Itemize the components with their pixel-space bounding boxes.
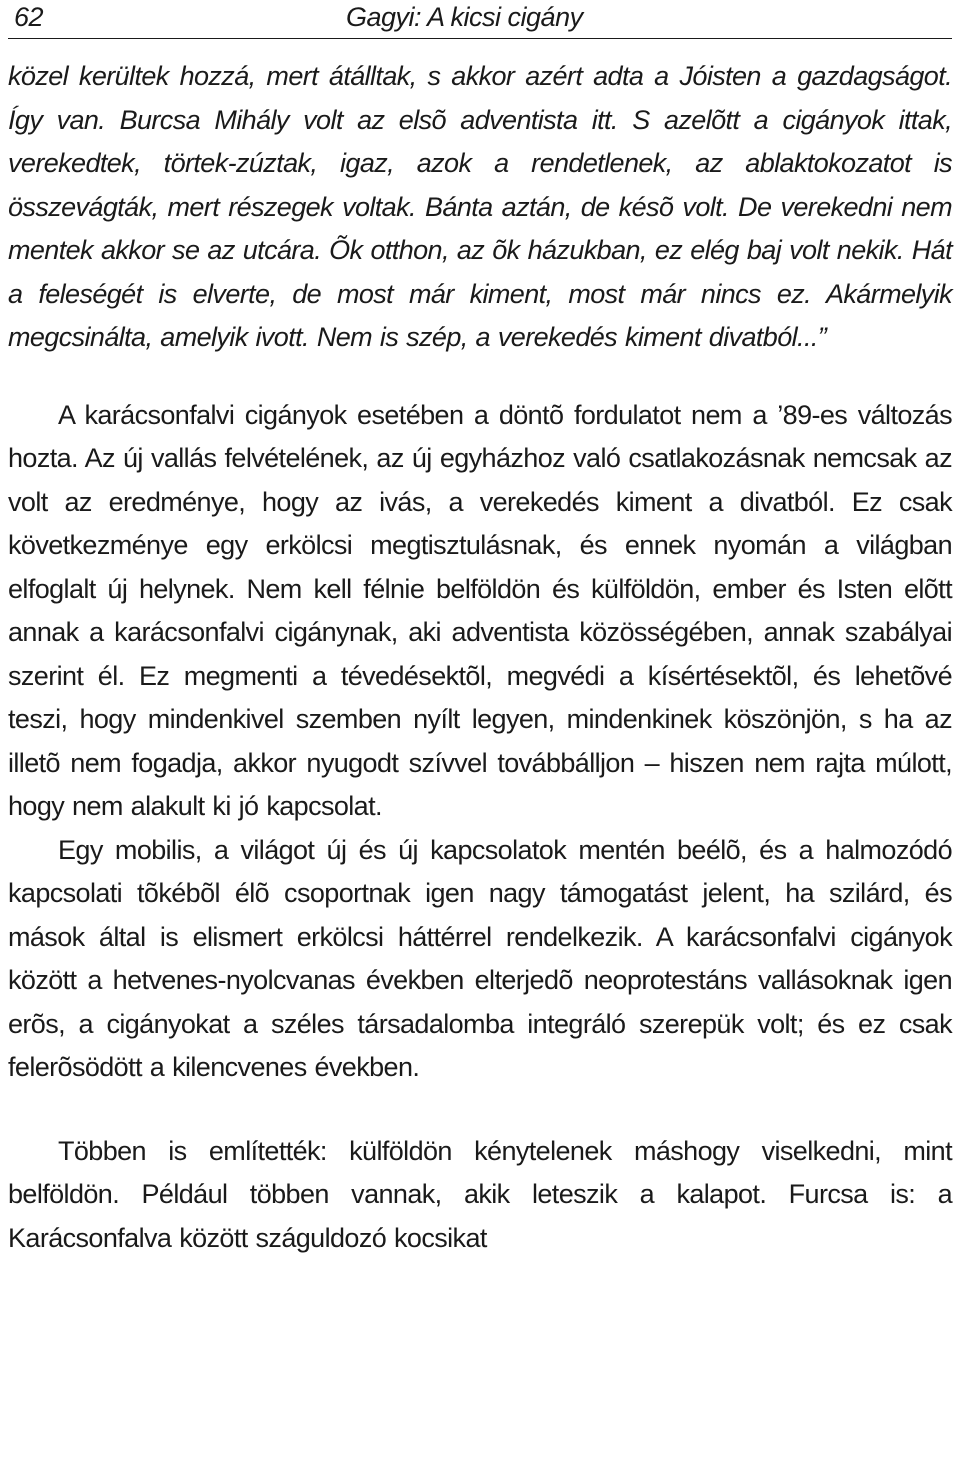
running-title: Gagyi: A kicsi cigány [346, 2, 583, 32]
page-number: 62 [14, 2, 44, 32]
page-header [8, 0, 952, 39]
body-paragraph: Többen is említették: külföldön kénytelenek máshogy viselkedni, mint belföldön. Például többen vannak, akik leteszik a kalapot. Furcsa is: a Karácsonfalva között száguldozó kocsikat [8, 1135, 952, 1253]
body-paragraph: Egy mobilis, a világot új és új kapcsolatok mentén beélõ, és a halmozódó kapcsolati tõkébõl élõ csoportnak igen nagy támogatást jelent, ha szilárd, és mások által is elismert erkölcsi háttérrel rendelkezik. A karácsonfalvi cigányok között a hetvenes-nyolcvanas években elterjedõ neoprotestáns vallásoknak igen erõs, a cigányokat a széles társadalomba integráló szerepük volt; és ez csak felerõsödött a kilencvenes években. [8, 834, 952, 1082]
body-paragraph: A karácsonfalvi cigányok esetében a döntõ fordulatot nem a ’89-es változás hozta. Az új vallás felvételének, az új egyházhoz való csatlakozásnak nemcsak az volt az eredménye, hogy az ivás, a verekedés kiment a divatból. Ez csak következménye egy erkölcsi megtisztulásnak, és ennek nyomán a világban elfoglalt új helynek. Nem kell félnie belföldön és külföldön, ember és Isten elõtt annak a karácsonfalvi cigánynak, aki adventista közösségében, annak szabályai szerint él. Ez megmenti a tévedésektõl, megvédi a kísértésektõl, és lehetõvé teszi, hogy mindenkivel szemben nyílt legyen, mindenkinek köszönjön, s ha az illetõ nem fogadja, akkor nyugodt szívvel továbbálljon – hiszen nem rajta múlott, hogy nem alakult ki jó kapcsolat. [8, 399, 952, 821]
quote-paragraph: közel kerültek hozzá, mert átálltak, s akkor azért adta a Jóisten a gazdagságot. Így van. Burcsa Mihály volt az elsõ adventista itt. S azelõtt a cigányok ittak, verekedtek, törtek-zúztak, igaz, azok a rendetlenek, az ablaktokozatot is összevágták, mert részegek voltak. Bánta aztán, de késõ volt. De verekedni nem mentek akkor se az utcára. Õk otthon, az õk házukban, ez elég baj volt nekik. Hát a feleségét is elverte, de most már kiment, most már nincs ez. Akármelyik megcsinálta, amelyik ivott. Nem is szép, a verekedés kiment divatból...” [8, 61, 952, 352]
body-text [8, 55, 952, 1260]
document-page [8, 0, 952, 1260]
